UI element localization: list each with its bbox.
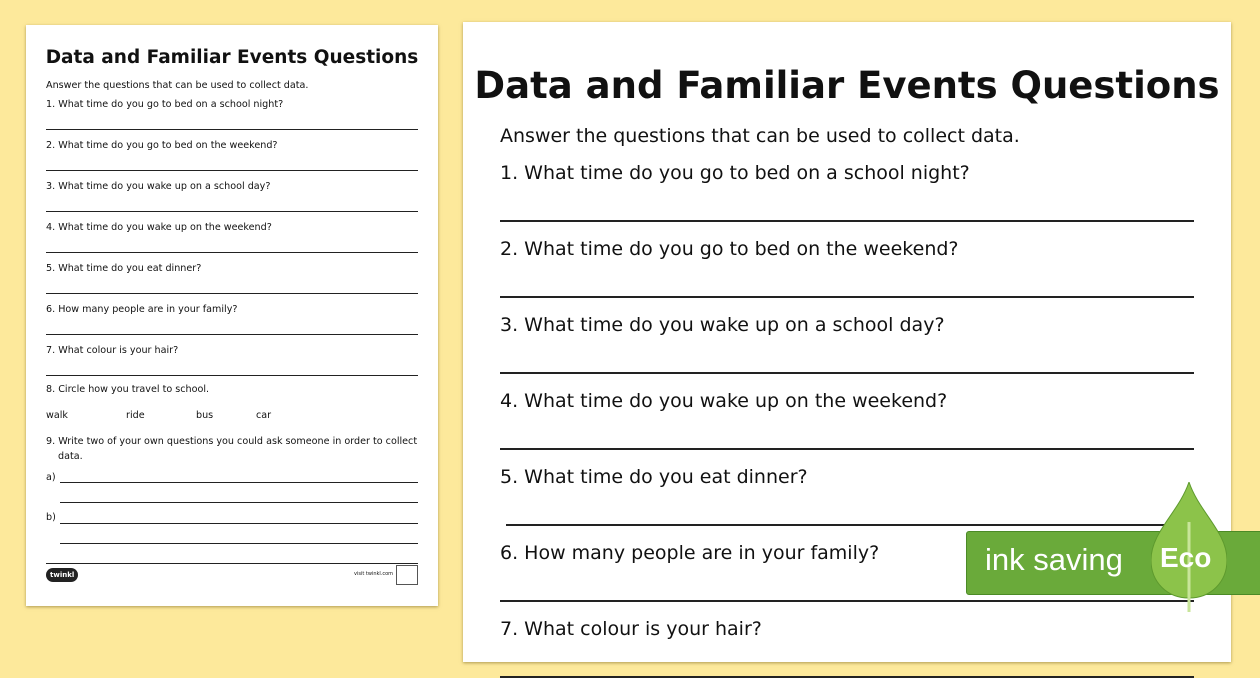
question-8: 8. Circle how you travel to school.	[46, 384, 210, 395]
answer-line	[46, 375, 418, 376]
page-title: Data and Familiar Events Questions	[45, 47, 419, 68]
footer-site: visit twinkl.com	[354, 571, 394, 577]
question-7: 7. What colour is your hair?	[46, 345, 179, 356]
question-5: 5. What time do you eat dinner?	[46, 263, 202, 274]
option-bus: bus	[196, 410, 214, 421]
answer-line	[46, 293, 418, 294]
answer-line	[500, 296, 1194, 298]
badge-text: ink saving	[985, 542, 1123, 577]
answer-line	[46, 129, 418, 130]
part-a-label: a)	[46, 472, 56, 483]
page-title: Data and Familiar Events Questions	[474, 64, 1220, 107]
question-9-cont: data.	[58, 451, 83, 462]
thumbnail-page[interactable]	[26, 25, 438, 606]
answer-line	[500, 372, 1194, 374]
answer-line	[46, 334, 418, 335]
question-4: 4. What time do you wake up on the weekend?	[500, 390, 948, 412]
answer-line	[500, 600, 1194, 602]
question-6: 6. How many people are in your family?	[46, 304, 238, 315]
answer-line	[500, 220, 1194, 222]
answer-line	[60, 543, 418, 544]
question-5: 5. What time do you eat dinner?	[500, 466, 808, 488]
instruction: Answer the questions that can be used to collect data.	[46, 80, 309, 91]
question-1: 1. What time do you go to bed on a school night?	[500, 162, 970, 184]
question-2: 2. What time do you go to bed on the weekend?	[500, 238, 959, 260]
question-4: 4. What time do you wake up on the weekend?	[46, 222, 272, 233]
question-6: 6. How many people are in your family?	[500, 542, 880, 564]
option-walk: walk	[46, 410, 68, 421]
question-9: 9. Write two of your own questions you could ask someone in order to collect	[46, 436, 418, 447]
answer-line	[46, 170, 418, 171]
question-3: 3. What time do you wake up on a school day?	[46, 181, 271, 192]
answer-line	[46, 211, 418, 212]
part-b-label: b)	[46, 512, 56, 523]
question-2: 2. What time do you go to bed on the weekend?	[46, 140, 278, 151]
checked-badge-icon	[396, 565, 418, 585]
instruction: Answer the questions that can be used to collect data.	[500, 125, 1020, 147]
answer-line	[46, 252, 418, 253]
answer-line	[60, 502, 418, 503]
answer-line	[500, 448, 1194, 450]
answer-line	[60, 523, 418, 524]
question-7: 7. What colour is your hair?	[500, 618, 762, 640]
eco-label: Eco	[1160, 542, 1212, 573]
question-1: 1. What time do you go to bed on a school night?	[46, 99, 284, 110]
answer-line	[60, 482, 418, 483]
option-car: car	[256, 410, 272, 421]
answer-line	[506, 524, 1194, 526]
footer-divider	[46, 563, 418, 564]
twinkl-logo: twinkl	[46, 568, 78, 582]
question-3: 3. What time do you wake up on a school day?	[500, 314, 945, 336]
option-ride: ride	[126, 410, 145, 421]
